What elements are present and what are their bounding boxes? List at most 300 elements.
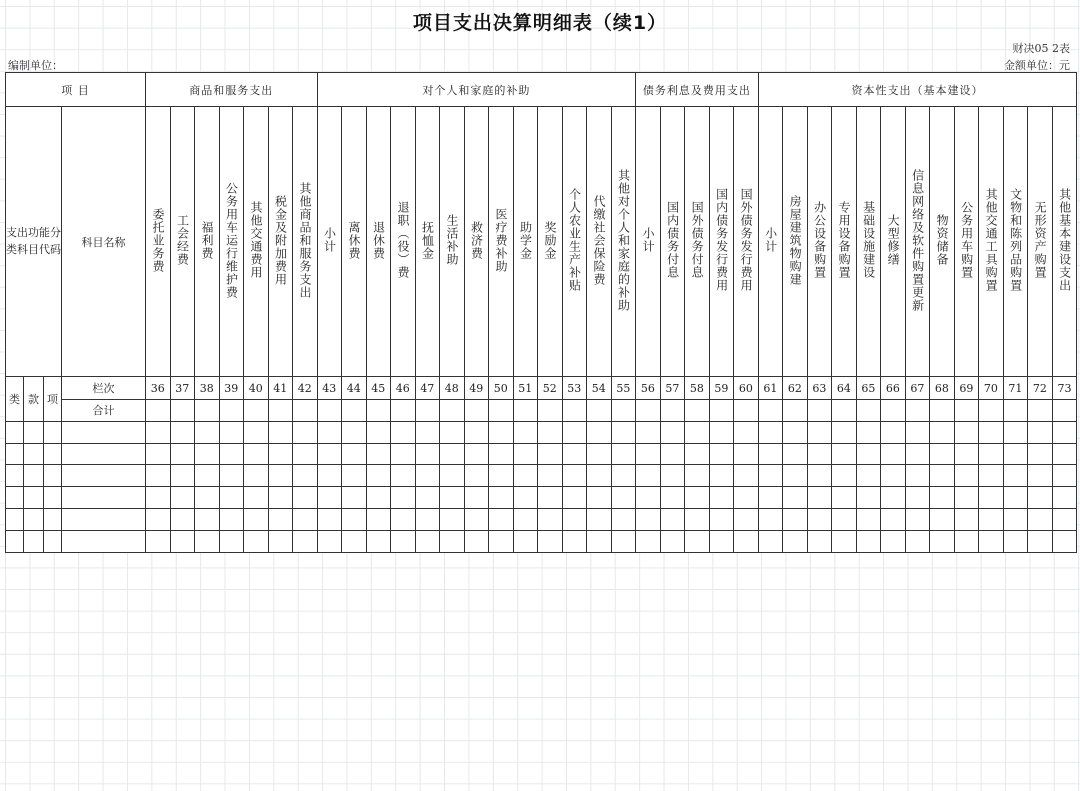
table-cell[interactable] xyxy=(44,465,62,487)
total-cell[interactable] xyxy=(391,400,416,422)
table-cell[interactable] xyxy=(832,530,857,552)
table-cell[interactable] xyxy=(464,421,489,443)
table-cell[interactable] xyxy=(709,487,734,509)
table-cell[interactable] xyxy=(611,443,636,465)
table-cell[interactable] xyxy=(1028,443,1053,465)
table-cell[interactable] xyxy=(146,508,171,530)
table-cell[interactable] xyxy=(636,465,661,487)
table-cell[interactable] xyxy=(293,508,318,530)
table-cell[interactable] xyxy=(195,487,220,509)
table-cell[interactable] xyxy=(1052,508,1077,530)
table-cell[interactable] xyxy=(734,443,759,465)
table-cell[interactable] xyxy=(146,487,171,509)
table-cell[interactable] xyxy=(366,487,391,509)
table-cell[interactable] xyxy=(636,421,661,443)
total-cell[interactable] xyxy=(195,400,220,422)
table-cell[interactable] xyxy=(783,421,808,443)
table-cell[interactable] xyxy=(709,508,734,530)
total-cell[interactable] xyxy=(440,400,465,422)
table-cell[interactable] xyxy=(195,421,220,443)
table-cell[interactable] xyxy=(660,465,685,487)
table-cell[interactable] xyxy=(415,508,440,530)
table-cell[interactable] xyxy=(219,421,244,443)
table-cell[interactable] xyxy=(734,421,759,443)
total-cell[interactable] xyxy=(366,400,391,422)
table-cell[interactable] xyxy=(979,421,1004,443)
table-cell[interactable] xyxy=(562,421,587,443)
table-cell[interactable] xyxy=(6,508,24,530)
column-header-label: 医疗费补助 xyxy=(493,207,508,273)
table-cell[interactable] xyxy=(1052,487,1077,509)
table-cell[interactable] xyxy=(219,443,244,465)
table-cell[interactable] xyxy=(195,465,220,487)
table-cell[interactable] xyxy=(758,465,783,487)
table-cell[interactable] xyxy=(856,443,881,465)
table-cell[interactable] xyxy=(489,465,514,487)
table-cell[interactable] xyxy=(44,508,62,530)
table-cell[interactable] xyxy=(342,443,367,465)
table-cell[interactable] xyxy=(562,487,587,509)
table-cell[interactable] xyxy=(244,465,269,487)
table-cell[interactable] xyxy=(685,508,710,530)
table-cell[interactable] xyxy=(538,530,563,552)
table-cell[interactable] xyxy=(660,508,685,530)
table-cell[interactable] xyxy=(930,530,955,552)
table-cell[interactable] xyxy=(6,465,24,487)
table-cell[interactable] xyxy=(930,465,955,487)
table-cell[interactable] xyxy=(734,508,759,530)
table-cell[interactable] xyxy=(317,508,342,530)
table-cell[interactable] xyxy=(881,443,906,465)
table-cell[interactable] xyxy=(856,508,881,530)
table-cell[interactable] xyxy=(293,465,318,487)
table-cell[interactable] xyxy=(1052,421,1077,443)
table-cell[interactable] xyxy=(317,443,342,465)
column-number: 57 xyxy=(660,377,685,400)
table-cell[interactable] xyxy=(856,421,881,443)
table-cell[interactable] xyxy=(979,487,1004,509)
table-cell[interactable] xyxy=(930,508,955,530)
table-cell[interactable] xyxy=(415,487,440,509)
table-cell[interactable] xyxy=(611,530,636,552)
table-cell[interactable] xyxy=(6,443,24,465)
table-cell[interactable] xyxy=(244,443,269,465)
table-cell[interactable] xyxy=(268,530,293,552)
table-cell[interactable] xyxy=(807,530,832,552)
table-cell[interactable] xyxy=(587,530,612,552)
table-cell[interactable] xyxy=(195,443,220,465)
table-cell[interactable] xyxy=(587,421,612,443)
total-cell[interactable] xyxy=(1003,400,1028,422)
column-header xyxy=(954,107,979,377)
table-cell[interactable] xyxy=(758,487,783,509)
table-cell[interactable] xyxy=(293,443,318,465)
total-cell[interactable] xyxy=(538,400,563,422)
total-cell[interactable] xyxy=(954,400,979,422)
table-cell[interactable] xyxy=(366,465,391,487)
total-cell[interactable] xyxy=(587,400,612,422)
table-cell[interactable] xyxy=(734,530,759,552)
table-cell[interactable] xyxy=(1003,508,1028,530)
table-cell[interactable] xyxy=(954,443,979,465)
table-cell[interactable] xyxy=(244,487,269,509)
table-cell[interactable] xyxy=(146,465,171,487)
table-cell[interactable] xyxy=(366,421,391,443)
total-cell[interactable] xyxy=(219,400,244,422)
total-cell[interactable] xyxy=(244,400,269,422)
table-cell[interactable] xyxy=(62,487,146,509)
table-cell[interactable] xyxy=(905,421,930,443)
table-cell[interactable] xyxy=(24,443,44,465)
table-cell[interactable] xyxy=(489,443,514,465)
table-cell[interactable] xyxy=(783,508,808,530)
total-cell[interactable] xyxy=(1028,400,1053,422)
table-cell[interactable] xyxy=(1028,530,1053,552)
table-cell[interactable] xyxy=(415,530,440,552)
table-cell[interactable] xyxy=(930,487,955,509)
table-cell[interactable] xyxy=(415,443,440,465)
column-header-label: 办公设备购置 xyxy=(812,201,827,279)
table-cell[interactable] xyxy=(807,508,832,530)
table-cell[interactable] xyxy=(62,465,146,487)
table-cell[interactable] xyxy=(1028,487,1053,509)
table-cell[interactable] xyxy=(24,508,44,530)
table-cell[interactable] xyxy=(881,421,906,443)
table-cell[interactable] xyxy=(62,530,146,552)
column-header-label: 小计 xyxy=(641,227,656,253)
total-cell[interactable] xyxy=(146,400,171,422)
table-cell[interactable] xyxy=(24,487,44,509)
total-cell[interactable] xyxy=(317,400,342,422)
table-cell[interactable] xyxy=(366,443,391,465)
table-cell[interactable] xyxy=(317,465,342,487)
table-cell[interactable] xyxy=(44,487,62,509)
table-cell[interactable] xyxy=(293,487,318,509)
table-cell[interactable] xyxy=(464,443,489,465)
total-cell[interactable] xyxy=(905,400,930,422)
table-cell[interactable] xyxy=(783,530,808,552)
table-cell[interactable] xyxy=(660,487,685,509)
table-cell[interactable] xyxy=(415,421,440,443)
table-cell[interactable] xyxy=(513,421,538,443)
table-cell[interactable] xyxy=(219,508,244,530)
table-cell[interactable] xyxy=(881,465,906,487)
table-cell[interactable] xyxy=(881,530,906,552)
table-cell[interactable] xyxy=(979,465,1004,487)
table-cell[interactable] xyxy=(636,443,661,465)
table-cell[interactable] xyxy=(930,421,955,443)
total-cell[interactable] xyxy=(1052,400,1077,422)
table-cell[interactable] xyxy=(685,421,710,443)
table-cell[interactable] xyxy=(954,465,979,487)
table-cell[interactable] xyxy=(146,443,171,465)
table-cell[interactable] xyxy=(170,530,195,552)
table-cell[interactable] xyxy=(146,530,171,552)
table-cell[interactable] xyxy=(293,530,318,552)
table-cell[interactable] xyxy=(440,487,465,509)
table-cell[interactable] xyxy=(954,421,979,443)
table-cell[interactable] xyxy=(513,530,538,552)
table-cell[interactable] xyxy=(538,465,563,487)
table-cell[interactable] xyxy=(244,530,269,552)
total-cell[interactable] xyxy=(293,400,318,422)
total-cell[interactable] xyxy=(685,400,710,422)
table-cell[interactable] xyxy=(440,443,465,465)
table-cell[interactable] xyxy=(1052,530,1077,552)
table-cell[interactable] xyxy=(856,530,881,552)
total-cell[interactable] xyxy=(856,400,881,422)
table-cell[interactable] xyxy=(268,508,293,530)
table-cell[interactable] xyxy=(219,487,244,509)
table-cell[interactable] xyxy=(391,465,416,487)
table-cell[interactable] xyxy=(464,487,489,509)
table-cell[interactable] xyxy=(930,443,955,465)
table-cell[interactable] xyxy=(62,508,146,530)
table-cell[interactable] xyxy=(342,508,367,530)
table-cell[interactable] xyxy=(979,443,1004,465)
table-cell[interactable] xyxy=(391,443,416,465)
table-cell[interactable] xyxy=(538,487,563,509)
table-cell[interactable] xyxy=(489,487,514,509)
table-cell[interactable] xyxy=(758,530,783,552)
table-cell[interactable] xyxy=(538,443,563,465)
table-cell[interactable] xyxy=(391,421,416,443)
table-cell[interactable] xyxy=(807,421,832,443)
table-cell[interactable] xyxy=(268,421,293,443)
table-cell[interactable] xyxy=(62,421,146,443)
table-cell[interactable] xyxy=(244,421,269,443)
table-cell[interactable] xyxy=(954,487,979,509)
table-cell[interactable] xyxy=(807,487,832,509)
table-cell[interactable] xyxy=(758,421,783,443)
table-cell[interactable] xyxy=(783,443,808,465)
total-cell[interactable] xyxy=(415,400,440,422)
table-cell[interactable] xyxy=(6,421,24,443)
table-cell[interactable] xyxy=(391,487,416,509)
table-cell[interactable] xyxy=(6,530,24,552)
table-cell[interactable] xyxy=(391,530,416,552)
table-cell[interactable] xyxy=(170,443,195,465)
table-cell[interactable] xyxy=(44,530,62,552)
table-cell[interactable] xyxy=(905,508,930,530)
table-cell[interactable] xyxy=(317,421,342,443)
table-cell[interactable] xyxy=(1028,421,1053,443)
column-number: 56 xyxy=(636,377,661,400)
table-cell[interactable] xyxy=(783,487,808,509)
table-cell[interactable] xyxy=(1028,508,1053,530)
table-cell[interactable] xyxy=(1003,530,1028,552)
table-cell[interactable] xyxy=(268,465,293,487)
table-cell[interactable] xyxy=(62,443,146,465)
table-cell[interactable] xyxy=(881,508,906,530)
table-cell[interactable] xyxy=(832,487,857,509)
table-cell[interactable] xyxy=(734,487,759,509)
table-cell[interactable] xyxy=(611,487,636,509)
total-cell[interactable] xyxy=(342,400,367,422)
table-cell[interactable] xyxy=(1003,443,1028,465)
table-cell[interactable] xyxy=(856,465,881,487)
table-cell[interactable] xyxy=(366,508,391,530)
table-cell[interactable] xyxy=(611,421,636,443)
table-cell[interactable] xyxy=(1052,465,1077,487)
table-cell[interactable] xyxy=(24,465,44,487)
table-cell[interactable] xyxy=(807,465,832,487)
table-cell[interactable] xyxy=(1003,487,1028,509)
total-cell[interactable] xyxy=(489,400,514,422)
table-cell[interactable] xyxy=(342,487,367,509)
column-header xyxy=(464,107,489,377)
table-cell[interactable] xyxy=(562,465,587,487)
table-cell[interactable] xyxy=(807,443,832,465)
table-cell[interactable] xyxy=(587,465,612,487)
table-cell[interactable] xyxy=(170,487,195,509)
table-cell[interactable] xyxy=(146,421,171,443)
table-cell[interactable] xyxy=(856,487,881,509)
table-cell[interactable] xyxy=(636,487,661,509)
table-cell[interactable] xyxy=(24,421,44,443)
total-cell[interactable] xyxy=(268,400,293,422)
table-cell[interactable] xyxy=(170,465,195,487)
total-cell[interactable] xyxy=(709,400,734,422)
total-cell[interactable] xyxy=(881,400,906,422)
total-cell[interactable] xyxy=(734,400,759,422)
total-cell[interactable] xyxy=(464,400,489,422)
table-cell[interactable] xyxy=(342,465,367,487)
table-cell[interactable] xyxy=(685,487,710,509)
table-cell[interactable] xyxy=(587,508,612,530)
table-cell[interactable] xyxy=(342,421,367,443)
table-cell[interactable] xyxy=(342,530,367,552)
table-cell[interactable] xyxy=(954,530,979,552)
table-cell[interactable] xyxy=(709,443,734,465)
total-cell[interactable] xyxy=(758,400,783,422)
total-cell[interactable] xyxy=(832,400,857,422)
table-cell[interactable] xyxy=(391,508,416,530)
total-cell[interactable] xyxy=(562,400,587,422)
table-cell[interactable] xyxy=(758,443,783,465)
table-cell[interactable] xyxy=(513,443,538,465)
table-cell[interactable] xyxy=(979,530,1004,552)
total-cell[interactable] xyxy=(170,400,195,422)
table-cell[interactable] xyxy=(587,443,612,465)
total-cell[interactable] xyxy=(979,400,1004,422)
table-cell[interactable] xyxy=(244,508,269,530)
table-cell[interactable] xyxy=(219,465,244,487)
table-cell[interactable] xyxy=(44,421,62,443)
table-cell[interactable] xyxy=(636,530,661,552)
table-cell[interactable] xyxy=(195,530,220,552)
table-cell[interactable] xyxy=(660,530,685,552)
table-cell[interactable] xyxy=(24,530,44,552)
table-cell[interactable] xyxy=(489,421,514,443)
table-cell[interactable] xyxy=(170,421,195,443)
total-cell[interactable] xyxy=(930,400,955,422)
table-cell[interactable] xyxy=(489,530,514,552)
table-cell[interactable] xyxy=(219,530,244,552)
column-header-label: 房屋建筑物购建 xyxy=(788,194,803,286)
column-header-label: 福利费 xyxy=(199,220,214,260)
table-cell[interactable] xyxy=(758,508,783,530)
table-cell[interactable] xyxy=(905,443,930,465)
table-cell[interactable] xyxy=(513,465,538,487)
total-cell[interactable] xyxy=(783,400,808,422)
table-cell[interactable] xyxy=(660,421,685,443)
total-cell[interactable] xyxy=(636,400,661,422)
table-cell[interactable] xyxy=(832,421,857,443)
table-cell[interactable] xyxy=(366,530,391,552)
table-cell[interactable] xyxy=(440,530,465,552)
table-cell[interactable] xyxy=(562,443,587,465)
table-cell[interactable] xyxy=(464,508,489,530)
table-cell[interactable] xyxy=(489,508,514,530)
total-cell[interactable] xyxy=(807,400,832,422)
column-number: 65 xyxy=(856,377,881,400)
total-cell[interactable] xyxy=(513,400,538,422)
table-cell[interactable] xyxy=(464,530,489,552)
table-cell[interactable] xyxy=(587,487,612,509)
table-cell[interactable] xyxy=(905,487,930,509)
table-cell[interactable] xyxy=(881,487,906,509)
table-cell[interactable] xyxy=(660,443,685,465)
table-cell[interactable] xyxy=(1003,465,1028,487)
table-cell[interactable] xyxy=(538,421,563,443)
table-cell[interactable] xyxy=(562,508,587,530)
table-cell[interactable] xyxy=(268,443,293,465)
table-cell[interactable] xyxy=(954,508,979,530)
table-cell[interactable] xyxy=(685,530,710,552)
table-cell[interactable] xyxy=(513,508,538,530)
table-cell[interactable] xyxy=(440,508,465,530)
table-cell[interactable] xyxy=(783,465,808,487)
table-cell[interactable] xyxy=(832,465,857,487)
table-cell[interactable] xyxy=(1052,443,1077,465)
table-cell[interactable] xyxy=(1028,465,1053,487)
table-cell[interactable] xyxy=(709,465,734,487)
table-cell[interactable] xyxy=(195,508,220,530)
total-cell[interactable] xyxy=(611,400,636,422)
table-cell[interactable] xyxy=(513,487,538,509)
table-cell[interactable] xyxy=(905,530,930,552)
table-cell[interactable] xyxy=(562,530,587,552)
table-cell[interactable] xyxy=(905,465,930,487)
table-cell[interactable] xyxy=(440,465,465,487)
table-cell[interactable] xyxy=(538,508,563,530)
table-cell[interactable] xyxy=(611,508,636,530)
table-cell[interactable] xyxy=(832,443,857,465)
table-cell[interactable] xyxy=(734,465,759,487)
table-cell[interactable] xyxy=(464,465,489,487)
table-cell[interactable] xyxy=(709,421,734,443)
table-cell[interactable] xyxy=(685,465,710,487)
table-cell[interactable] xyxy=(832,508,857,530)
table-cell[interactable] xyxy=(611,465,636,487)
table-cell[interactable] xyxy=(170,508,195,530)
table-cell[interactable] xyxy=(44,443,62,465)
table-cell[interactable] xyxy=(415,465,440,487)
table-cell[interactable] xyxy=(317,530,342,552)
table-cell[interactable] xyxy=(979,508,1004,530)
table-cell[interactable] xyxy=(268,487,293,509)
table-cell[interactable] xyxy=(636,508,661,530)
table-cell[interactable] xyxy=(709,530,734,552)
table-cell[interactable] xyxy=(685,443,710,465)
table-cell[interactable] xyxy=(293,421,318,443)
table-cell[interactable] xyxy=(317,487,342,509)
table-cell[interactable] xyxy=(440,421,465,443)
table-cell[interactable] xyxy=(6,487,24,509)
total-cell[interactable] xyxy=(660,400,685,422)
table-cell[interactable] xyxy=(1003,421,1028,443)
